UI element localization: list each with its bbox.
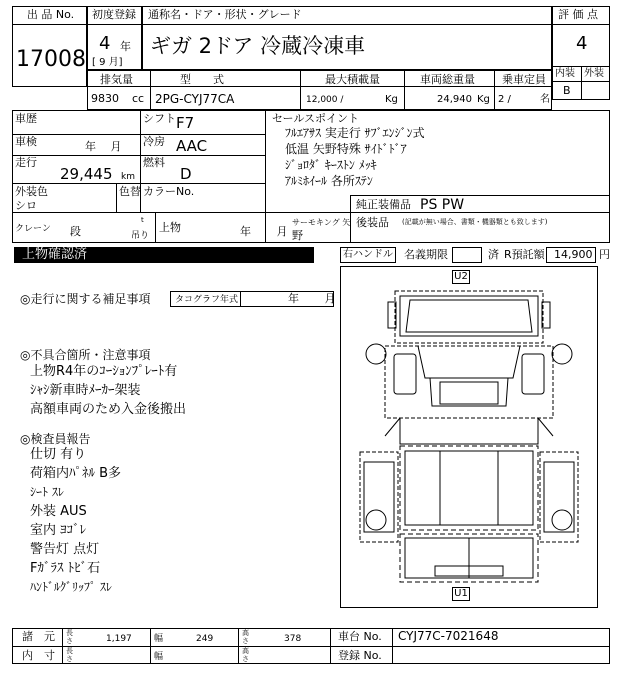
chassis-label: 車台 No. bbox=[338, 630, 382, 643]
recycle-deposit-label: R預託額 bbox=[504, 248, 545, 261]
inspector-note: 外装 AUS bbox=[30, 504, 87, 519]
first-reg-month: [ 9 月] bbox=[92, 57, 123, 68]
length-value: 1,197 bbox=[106, 634, 132, 644]
ext-color: シロ bbox=[15, 199, 37, 212]
height-value: 378 bbox=[284, 634, 302, 644]
aftermarket-note: (記載が無い場合、書類・機器類とも致します) bbox=[402, 218, 548, 226]
section-title: 上物確認済 bbox=[14, 247, 314, 263]
model-label: 型 式 bbox=[180, 73, 224, 86]
displacement-unit: cc bbox=[132, 92, 145, 105]
model-code: 2PG-CYJ77CA bbox=[155, 92, 235, 106]
defect-item: 上物R4年のｺｰｼｮﾝﾌﾟﾚｰﾄ有 bbox=[30, 364, 178, 379]
recycle-deposit: 14,900 bbox=[554, 248, 593, 261]
inspector-note: 警告灯 点灯 bbox=[30, 542, 100, 557]
inspector-note: Fｶﾞﾗｽ ﾄﾋﾞ石 bbox=[30, 561, 101, 576]
ownership-label: 名義期限 bbox=[404, 248, 448, 261]
first-reg-year: 4 bbox=[99, 33, 111, 54]
gross-weight-label: 車両総重量 bbox=[420, 73, 475, 86]
thermo-value: 野 bbox=[292, 229, 303, 242]
mileage-value: 29,445 bbox=[60, 165, 113, 183]
color-change-label: 色替 bbox=[119, 185, 141, 198]
capacity: 2 / bbox=[498, 94, 511, 105]
tacho-label: タコグラフ年式 bbox=[175, 295, 239, 305]
eval-label: 評 価 点 bbox=[558, 8, 598, 21]
recycle-label: 済 bbox=[488, 248, 499, 261]
displacement-label: 排気量 bbox=[100, 73, 133, 86]
inspector-title: ◎検査員報告 bbox=[20, 432, 91, 446]
width-value: 249 bbox=[196, 634, 214, 644]
ac-value: AAC bbox=[176, 137, 208, 155]
history-label: 車歴 bbox=[15, 112, 37, 125]
chassis-value: CYJ77C-7021648 bbox=[398, 629, 499, 643]
defects-title: ◎不具合箇所・注意事項 bbox=[20, 348, 151, 362]
crane-hook: 吊り bbox=[131, 231, 150, 241]
inner-length-label: 長さ bbox=[66, 647, 73, 663]
length-label: 長さ bbox=[66, 629, 73, 645]
height-label: 高さ bbox=[242, 629, 249, 645]
defect-item: ｼｬｼ新車時ﾒｰｶｰ架装 bbox=[30, 383, 141, 398]
gross-weight: 24,940 bbox=[437, 94, 472, 105]
genuine-value: PS PW bbox=[420, 197, 465, 213]
sales-point-line: 低温 矢野特殊 ｻｲﾄﾞﾄﾞｱ bbox=[285, 142, 407, 156]
ownership-value-box bbox=[452, 247, 482, 263]
supplement-title: ◎走行に関する補足事項 bbox=[20, 292, 151, 306]
lot-number: 17008 bbox=[16, 47, 86, 72]
dims-label: 諸 元 bbox=[22, 630, 55, 643]
fuel-label: 燃料 bbox=[143, 156, 165, 169]
capacity-label: 乗車定員 bbox=[502, 73, 546, 86]
registration-label: 登録 No. bbox=[338, 649, 382, 662]
crane-label: クレーン bbox=[15, 224, 51, 234]
steering-box: 右ハンドル bbox=[340, 247, 396, 263]
inspector-note: ｼｰﾄ ｽﾚ bbox=[30, 485, 64, 499]
truck-diagram bbox=[340, 266, 598, 608]
shift-value: F7 bbox=[176, 114, 195, 132]
genuine-label: 純正装備品 bbox=[356, 198, 411, 211]
displacement: 9830 bbox=[91, 92, 119, 105]
inner-width-label: 幅 bbox=[154, 652, 164, 662]
upper-value: 年 月 bbox=[240, 225, 288, 238]
crane-value: 段 bbox=[70, 225, 81, 238]
width-label: 幅 bbox=[154, 634, 164, 644]
inspector-note: 荷箱内ﾊﾟﾈﾙ B多 bbox=[30, 466, 122, 481]
model-desc-label: 通称名・ドア・形状・グレード bbox=[148, 8, 302, 21]
color-no-label: カラーNo. bbox=[143, 185, 195, 198]
inspector-note: ﾊﾝﾄﾞﾙｸﾞﾘｯﾌﾟ ｽﾚ bbox=[30, 580, 112, 594]
recycle-unit: 円 bbox=[599, 248, 610, 261]
diagram-marker-bottom: U1 bbox=[452, 587, 470, 601]
first-reg-label: 初度登録 bbox=[92, 8, 136, 21]
inspector-note: 室内 ﾖｺﾞﾚ bbox=[30, 523, 87, 538]
sales-point-line: ｱﾙﾐﾎｲｰﾙ 各所ｽﾃﾝ bbox=[285, 174, 373, 188]
capacity-unit: 名 bbox=[540, 94, 550, 105]
max-load-label: 最大積載量 bbox=[325, 73, 380, 86]
ext-color-label: 外装色 bbox=[15, 185, 48, 198]
eval-score: 4 bbox=[576, 33, 588, 54]
ac-label: 冷房 bbox=[143, 135, 165, 148]
inspection-value: 年 月 bbox=[85, 140, 122, 153]
gross-weight-unit: Kg bbox=[477, 94, 490, 105]
crane-ton: t bbox=[141, 216, 144, 224]
tacho-value: 年 月 bbox=[288, 292, 336, 305]
inner-dims-label: 内 寸 bbox=[22, 649, 55, 662]
max-load-unit: Kg bbox=[385, 94, 398, 105]
sales-point-line: ｼﾞｮﾛﾀﾞ ｷｰｽﾄﾝ ﾒｯｷ bbox=[285, 158, 377, 172]
inner-height-label: 高さ bbox=[242, 647, 249, 663]
upper-label: 上物 bbox=[159, 221, 181, 234]
fuel-value: D bbox=[180, 165, 192, 183]
model-desc: ギガ 2ドア 冷蔵冷凍車 bbox=[150, 34, 366, 58]
aftermarket-label: 後装品 bbox=[356, 216, 389, 229]
mileage-unit: km bbox=[121, 172, 135, 182]
sales-point-line: ﾌﾙｴｱｻｽ 実走行 ｻﾌﾞｴﾝｼﾞﾝ式 bbox=[285, 126, 425, 140]
interior-grade: B bbox=[563, 84, 571, 97]
shift-label: シフト bbox=[143, 112, 176, 125]
interior-label: 内装 bbox=[555, 68, 575, 79]
diagram-marker-top: U2 bbox=[452, 270, 470, 284]
thermo-label: サーモキング 矢 bbox=[292, 218, 351, 227]
inspector-note: 仕切 有り bbox=[30, 447, 87, 462]
lot-label: 出 品 No. bbox=[26, 8, 75, 21]
inspection-label: 車検 bbox=[15, 135, 37, 148]
mileage-label: 走行 bbox=[15, 156, 37, 169]
exterior-label: 外装 bbox=[584, 68, 604, 79]
sales-points-label: セールスポイント bbox=[272, 112, 360, 125]
max-load: 12,000 / bbox=[306, 95, 344, 105]
first-reg-year-unit: 年 bbox=[120, 40, 131, 53]
defect-item: 高額車両のため入金後搬出 bbox=[30, 402, 187, 417]
